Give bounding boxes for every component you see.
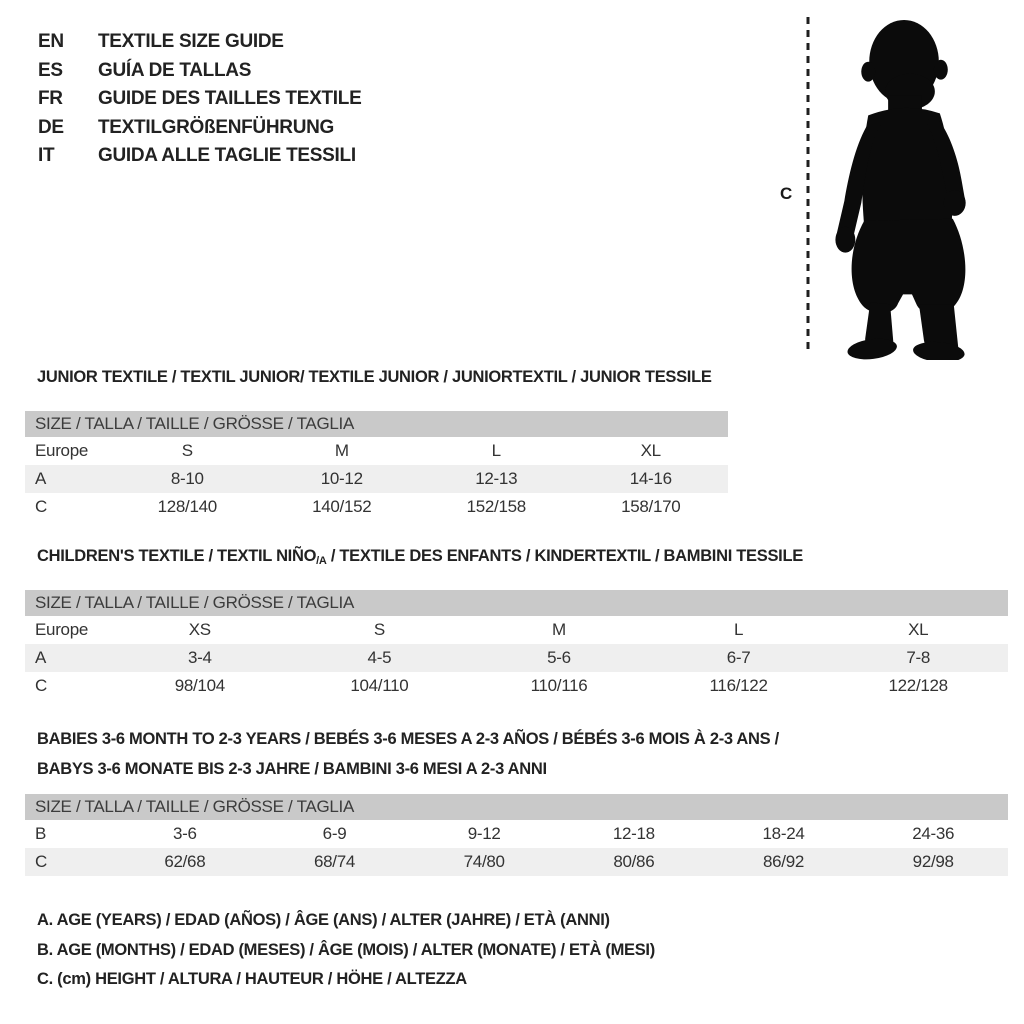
table-row-europe [25,437,728,465]
cell: 12-18 [612,824,655,843]
cell: XL [640,441,661,460]
footnote-b: B. AGE (MONTHS) / EDAD (MESES) / ÂGE (MOIS) / ALTER (MONATE) / ETÀ (MESI) [37,940,655,959]
language-label: GUIDA ALLE TAGLIE TESSILI [98,145,356,167]
cell: 86/92 [763,852,805,871]
cell: 3-6 [173,824,197,843]
row-label: B [35,824,47,843]
cell: 9-12 [467,824,501,843]
junior-size-table [25,411,728,521]
language-row-it [38,142,361,171]
cell: 14-16 [629,469,672,488]
section-title-children-sub: /A [316,555,327,567]
table-row-age [25,465,728,493]
language-row-en [38,28,361,57]
toddler-silhouette-icon [822,10,997,360]
cell: 98/104 [174,676,225,695]
cell: L [734,620,744,639]
cell: 4-5 [367,648,392,667]
children-size-table [25,590,1008,700]
section-title-babies [37,724,857,784]
cell: 6-9 [322,824,347,843]
section-title-babies-line2: BABYS 3-6 MONATE BIS 2-3 JAHRE / BAMBINI 3-6 MESI A 2-3 ANNI [37,760,547,778]
section-title-babies-line1: BABIES 3-6 MONTH TO 2-3 YEARS / BEBÉS 3-6 MESES A 2-3 AÑOS / BÉBÉS 3-6 MOIS À 2-3 ANS / [37,730,779,748]
footnotes [37,906,655,995]
table-header: SIZE / TALLA / TAILLE / GRÖSSE / TAGLIA [25,411,728,437]
footnote-c: C. (cm) HEIGHT / ALTURA / HAUTEUR / HÖHE / ALTEZZA [37,970,467,988]
cell: 152/158 [466,497,526,516]
cell: 62/68 [164,852,206,871]
language-code: FR [38,88,63,110]
babies-size-table [25,794,1008,876]
cell: 104/110 [350,676,409,695]
cell: 10-12 [320,469,363,488]
row-label: Europe [35,620,89,639]
height-measure-figure [770,8,1010,360]
table-header: SIZE / TALLA / TAILLE / GRÖSSE / TAGLIA [25,794,1008,820]
cell: 18-24 [762,824,805,843]
figure-height-label: C [780,184,793,203]
cell: 92/98 [912,852,954,871]
language-code: EN [38,31,64,52]
row-label: A [35,648,47,667]
table-row-height [25,493,728,521]
cell: XS [188,620,211,639]
cell: 110/116 [530,676,588,695]
cell: 122/128 [888,676,948,695]
cell: 12-13 [475,469,518,488]
table-row-age [25,644,1008,672]
row-label: Europe [35,441,89,460]
cell: 8-10 [170,469,204,488]
language-code: IT [38,145,55,167]
table-row-height [25,848,1008,876]
language-row-fr [38,85,361,114]
cell: 158/170 [621,497,681,516]
cell: 80/86 [613,852,655,871]
cell: S [181,441,193,460]
row-label: A [35,469,47,488]
section-title-junior: JUNIOR TEXTILE / TEXTIL JUNIOR/ TEXTILE JUNIOR / JUNIORTEXTIL / JUNIOR TESSILE [37,368,712,386]
table-row-age-months [25,820,1008,848]
language-label: TEXTILE SIZE GUIDE [98,31,284,52]
cell: 68/74 [313,852,356,871]
cell: 140/152 [312,497,372,516]
language-label: GUÍA DE TALLAS [98,59,252,81]
table-header: SIZE / TALLA / TAILLE / GRÖSSE / TAGLIA [25,590,1008,616]
language-label: GUIDE DES TAILLES TEXTILE [98,88,362,110]
cell: M [334,441,349,460]
section-title-children-pre: CHILDREN'S TEXTILE / TEXTIL NIÑO [37,547,317,565]
table-row-height [25,672,1008,700]
cell: L [491,441,501,460]
cell: S [373,620,385,639]
cell: 116/122 [709,676,768,695]
language-code: DE [38,116,64,138]
cell: 7-8 [906,648,930,667]
cell: 6-7 [726,648,751,667]
row-label: C [35,852,47,871]
language-list [38,28,361,171]
table-row-europe [25,616,1008,644]
row-label: C [35,676,47,695]
language-row-es [38,57,361,86]
section-title-children-post: / TEXTILE DES ENFANTS / KINDERTEXTIL / BAMBINI TESSILE [326,547,803,565]
cell: 24-36 [912,824,955,843]
section-title-children [37,547,803,567]
cell: 74/80 [463,852,505,871]
height-dashed-line [806,17,810,355]
language-code: ES [38,59,63,81]
cell: 3-4 [187,648,212,667]
language-row-de [38,114,361,143]
cell: 5-6 [547,648,571,667]
cell: 128/140 [157,497,217,516]
language-label: TEXTILGRÖßENFÜHRUNG [98,116,335,138]
footnote-a: A. AGE (YEARS) / EDAD (AÑOS) / ÂGE (ANS) / ALTER (JAHRE) / ETÀ (ANNI) [37,911,610,929]
cell: XL [908,620,929,639]
cell: M [552,620,566,639]
row-label: C [35,497,47,516]
